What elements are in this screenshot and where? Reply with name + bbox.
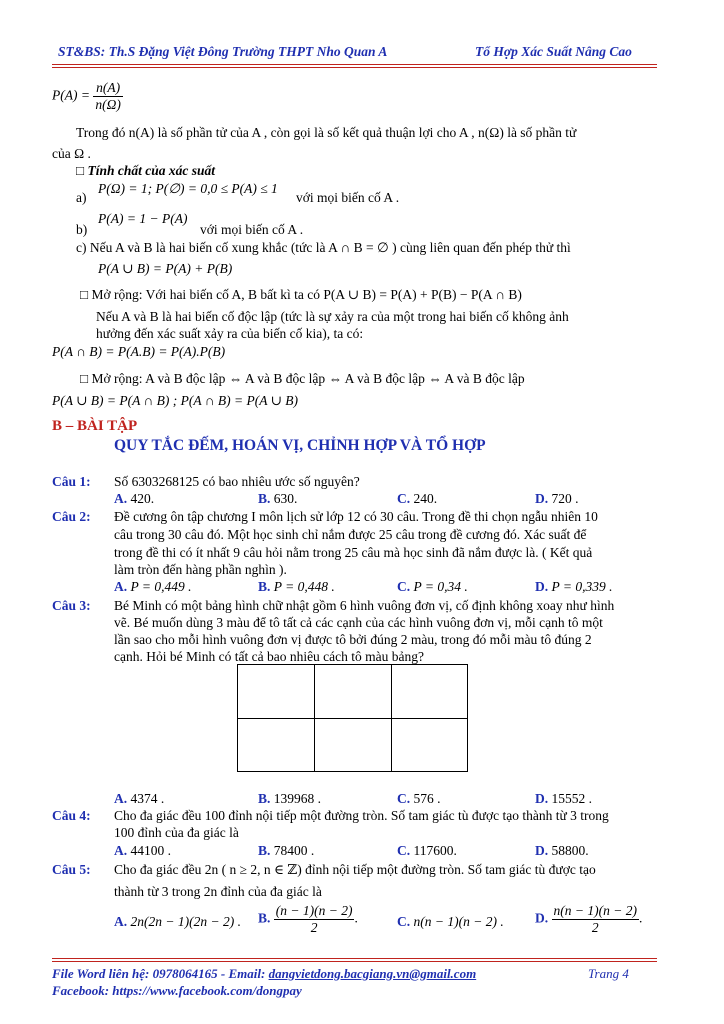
bullet-icon: □ xyxy=(80,371,89,386)
option-a: A. 420. xyxy=(114,491,155,506)
header-rule xyxy=(52,64,657,65)
formula-lhs: P(A) = xyxy=(52,87,90,103)
question-label: Câu 1: xyxy=(52,474,91,489)
header-right: Tổ Hợp Xác Suất Nâng Cao xyxy=(475,44,632,59)
prop-c: c) Nếu A và B là hai biến cố xung khắc (tức là A ∩ B = ∅ ) cùng liên quan đến phép thử thì xyxy=(76,240,571,255)
footer-email-link[interactable]: dangvietdong.bacgiang.vn@gmail.com xyxy=(268,966,477,981)
question-text: Đề cương ôn tập chương I môn lịch sử lớp 12 có 30 câu. Trong đề thi chọn ngẫu nhiên 10 xyxy=(114,509,598,524)
page-number: Trang 4 xyxy=(588,966,629,981)
question-text: Cho đa giác đều 100 đỉnh nội tiếp một đường tròn. Số tam giác tù được tạo thành từ 3 trong xyxy=(114,808,609,823)
bullet-icon: □ xyxy=(76,163,85,178)
question-label: Câu 3: xyxy=(52,598,91,613)
option-b-fraction: $\frac{(n - 1)(n - 2)}{2}$ xyxy=(275,903,353,935)
header-rule-thin xyxy=(52,67,657,68)
option-a: A. 4374 . xyxy=(114,791,165,806)
grid-line xyxy=(237,718,468,719)
option-c: C. n(n − 1)(n − 2) . xyxy=(397,914,504,929)
prop-a-label: a) xyxy=(76,190,87,205)
option-d: D. 58800. xyxy=(535,843,589,858)
option-b: B. P = 0,448 . xyxy=(258,579,335,594)
footer-rule-thin xyxy=(52,961,657,962)
option-a: A. P = 0,449 . xyxy=(114,579,192,594)
footer-contact-text: File Word liên hệ: 0978064165 - Email: xyxy=(52,966,269,981)
question-label: Câu 2: xyxy=(52,509,91,524)
formula-numerator: n(A) xyxy=(93,80,123,97)
option-b: B. 78400 . xyxy=(258,843,315,858)
bullet-icon: □ xyxy=(80,287,89,302)
option-d: D. $\frac{n(n - 1)(n - 2)}{2}$ . xyxy=(535,903,643,935)
extension-1 xyxy=(80,287,522,303)
footer-contact xyxy=(52,966,476,982)
rectangle-grid-figure xyxy=(237,664,468,772)
properties-heading xyxy=(76,163,215,179)
independent-line-2: hưởng đến xác suất xảy ra của biến cố kia), ta có: xyxy=(96,326,364,341)
question-text: Bé Minh có một bảng hình chữ nhật gồm 6 hình vuông đơn vị, cố định không xoay như hình xyxy=(114,598,615,613)
question-text: trong đề thi có ít nhất 9 câu hỏi nằm trong 25 câu mà học sinh đã nắm được là. ( Kết quả xyxy=(114,545,593,560)
question-label: Câu 5: xyxy=(52,862,91,877)
option-d: D. P = 0,339 . xyxy=(535,579,613,594)
independent-formula: P(A ∩ B) = P(A.B) = P(A).P(B) xyxy=(52,344,226,359)
extension-2-formula: P(A ∪ B) = P(A ∩ B) ; P(A ∩ B) = P(A ∪ B) xyxy=(52,393,299,408)
footer-facebook: Facebook: https://www.facebook.com/dongpay xyxy=(52,983,302,998)
prop-a-tail: với mọi biến cố A . xyxy=(296,190,400,205)
extension-2 xyxy=(80,371,525,387)
option-c: C. 117600. xyxy=(397,843,457,858)
properties-title: Tính chất của xác suất xyxy=(87,163,216,178)
question-text: câu trong 30 câu đó. Một học sinh chỉ nắm được 25 câu trong đề cương đó. Xác suất để xyxy=(114,527,587,542)
header-left: ST&BS: Th.S Đặng Việt Đông Trường THPT Nho Quan A xyxy=(58,44,388,59)
question-label: Câu 4: xyxy=(52,808,91,823)
section-subtitle: QUY TẮC ĐẾM, HOÁN VỊ, CHỈNH HỢP VÀ TỔ HỢP xyxy=(114,437,486,454)
footer-rule xyxy=(52,958,657,959)
question-text: làm tròn đến hàng phần nghìn ). xyxy=(114,562,287,577)
extension-2-text: Mở rộng: A và B độc lập ⇔ A và B độc lập ⇔ A và B độc lập ⇔ A và B độc lập xyxy=(91,371,525,386)
question-text: vẽ. Bé muốn dùng 3 màu để tô tất cả các cạnh của các hình vuông đơn vị, mỗi cạnh tô một xyxy=(114,615,603,630)
question-text: cạnh. Hỏi bé Minh có tất cả bao nhiêu cách tô màu bảng? xyxy=(114,649,425,664)
formula-denominator: n(Ω) xyxy=(95,97,121,112)
prop-b-label: b) xyxy=(76,222,88,237)
prop-b-formula: P(A) = 1 − P(A) xyxy=(98,211,188,226)
option-c: C. 576 . xyxy=(397,791,441,806)
option-b: B. $\frac{(n - 1)(n - 2)}{2}$ . xyxy=(258,903,358,935)
where-text: Trong đó n(A) là số phần tử của A , còn gọi là số kết quả thuận lợi cho A , n(Ω) là số phần tử xyxy=(76,125,577,140)
section-title: B – BÀI TẬP xyxy=(52,418,138,434)
question-text: Cho đa giác đều 2n ( n ≥ 2, n ∈ ℤ) đỉnh nội tiếp một đường tròn. Số tam giác tù được tạo xyxy=(114,862,596,877)
probability-formula xyxy=(52,80,123,113)
prop-c-formula: P(A ∪ B) = P(A) + P(B) xyxy=(98,261,233,276)
option-a: A. 44100 . xyxy=(114,843,171,858)
formula-fraction xyxy=(93,80,123,113)
question-text: thành từ 3 trong 2n đỉnh của đa giác là xyxy=(114,884,322,899)
extension-1-text: Mở rộng: Với hai biến cố A, B bất kì ta có P(A ∪ B) = P(A) + P(B) − P(A ∩ B) xyxy=(91,287,522,302)
option-d-fraction: $\frac{n(n - 1)(n - 2)}{2}$ xyxy=(553,903,637,935)
question-text: Số 6303268125 có bao nhiêu ước số nguyên? xyxy=(114,474,360,489)
option-c: C. P = 0,34 . xyxy=(397,579,468,594)
independent-line-1: Nếu A và B là hai biến cố độc lập (tức là sự xảy ra của một trong hai biến cố không ảnh xyxy=(96,309,569,324)
option-c: C. 240. xyxy=(397,491,438,506)
prop-b-tail: với mọi biến cố A . xyxy=(200,222,304,237)
question-text: lần sao cho mỗi hình vuông đơn vị được tô bởi đúng 2 màu, trong đó mỗi màu tô đúng 2 xyxy=(114,632,592,647)
option-d: D. 15552 . xyxy=(535,791,592,806)
prop-a-formula: P(Ω) = 1; P(∅) = 0,0 ≤ P(A) ≤ 1 xyxy=(98,181,278,196)
option-b: B. 139968 . xyxy=(258,791,322,806)
question-text: 100 đỉnh của đa giác là xyxy=(114,825,239,840)
where-text-cont: của Ω . xyxy=(52,146,91,161)
option-b: B. 630. xyxy=(258,491,298,506)
option-d: D. 720 . xyxy=(535,491,579,506)
option-a: A. 2n(2n − 1)(2n − 2) . xyxy=(114,914,241,929)
